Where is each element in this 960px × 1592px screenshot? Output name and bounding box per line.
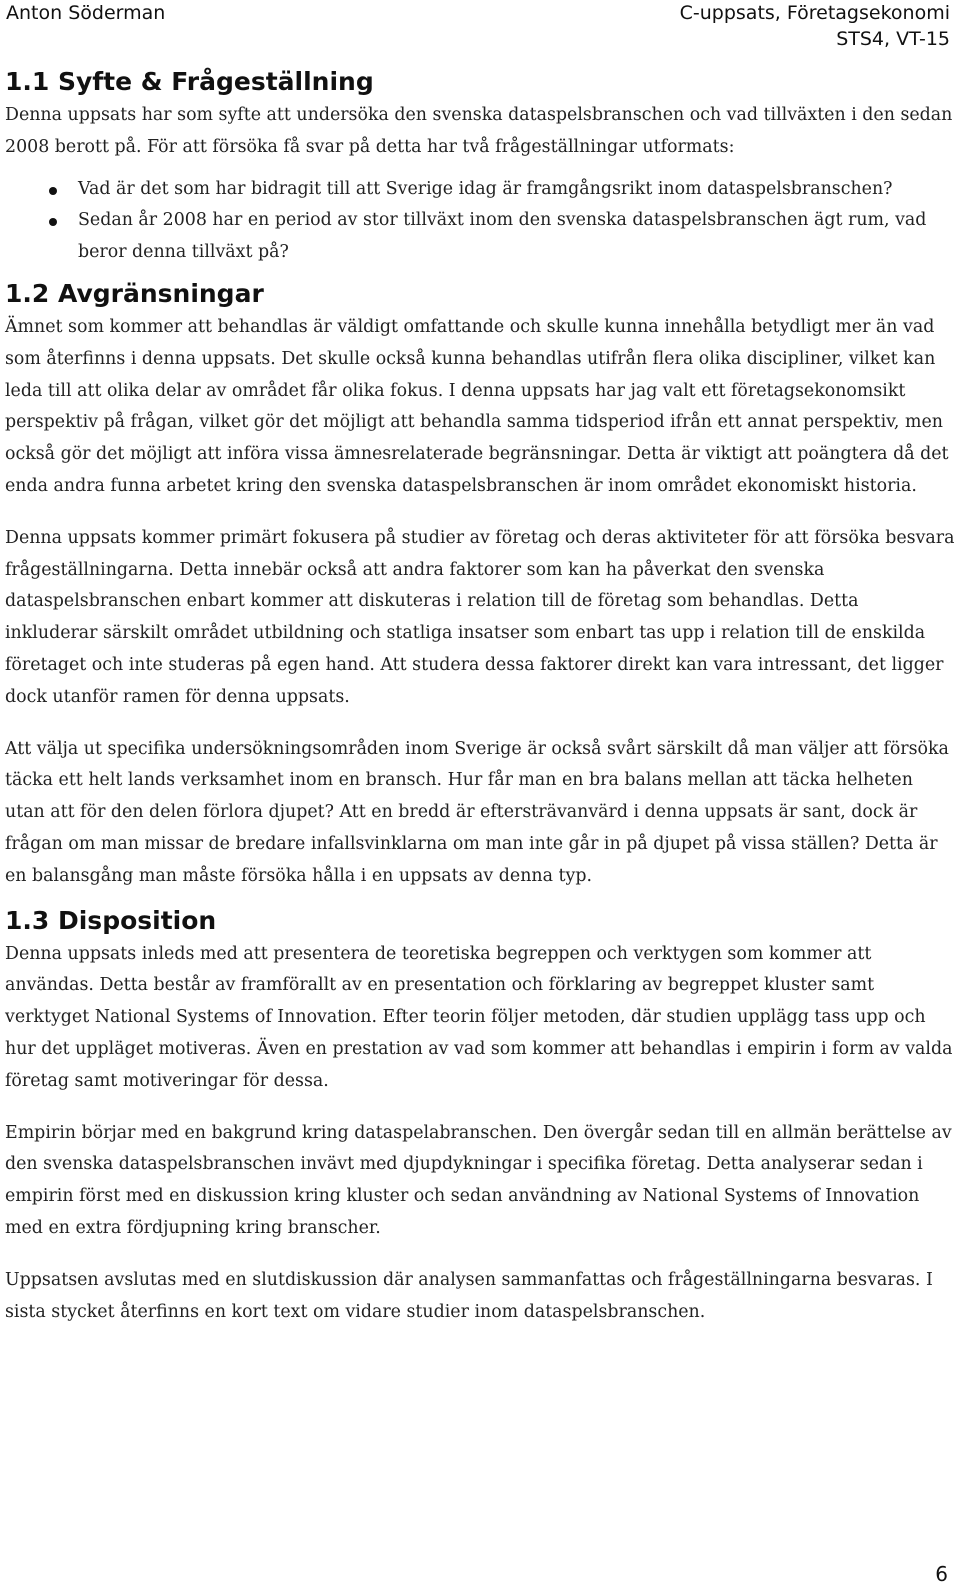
body-paragraph: Uppsatsen avslutas med en slutdiskussion där analysen sammanfattas och frågeställningarna besvaras. I sista stycket återfinns en kort text om vidare studier inom dataspelsbranschen. — [5, 1269, 933, 1322]
section-heading: 1.1 Syfte & Frågeställning — [5, 67, 374, 96]
section-delimitations — [5, 278, 955, 893]
list-item — [5, 205, 955, 269]
bullet-icon — [49, 218, 57, 226]
research-questions-list — [5, 174, 955, 269]
body-paragraph: Denna uppsats har som syfte att undersöka den svenska dataspelsbranschen och vad tillväxten i den sedan 2008 berott på. För att försöka få svar på detta har två frågeställningar utformats: — [5, 105, 953, 157]
list-item-text: Vad är det som har bidragit till att Sverige idag är framgångsrikt inom dataspelsbranschen? — [78, 178, 893, 199]
section-purpose — [5, 66, 955, 269]
header-term: STS4, VT-15 — [836, 28, 950, 50]
section-heading: 1.3 Disposition — [5, 905, 217, 935]
body-paragraph: Denna uppsats inleds med att presentera de teoretiska begreppen och verktygen som kommer att användas. Detta består av framförallt av en presentation och förklaring av begreppet kluster samt verktyget National Systems of Innovation. Efter teorin följer metoden, där studien upplägg tass upp och hur det uppläget motiveras. Även en prestation av vad som kommer att behandlas i empirin i form av valda företag samt motiveringar för dessa. — [5, 943, 953, 1091]
body-paragraph: Denna uppsats kommer primärt fokusera på studier av företag och deras aktiviteter för att försöka besvara frågeställningarna. Detta innebär också att andra faktorer som kan ha påverkat den svenska dataspelsbranschen enbart kommer att diskuteras i relation till de företag som behandlas. Detta inkluderar särskilt området utbildning och statliga insatser som enbart tas upp i relation till de enskilda företaget och inte studeras på egen hand. Att studera dessa faktorer direkt kan vara intressant, det ligger dock utanför ramen för denna uppsats. — [5, 527, 955, 707]
page-body — [5, 66, 955, 1328]
list-item — [5, 174, 955, 206]
header-author: Anton Söderman — [6, 2, 166, 24]
body-paragraph: Ämnet som kommer att behandlas är väldigt omfattande och skulle kunna innehålla betydligt mer än vad som återfinns i denna uppsats. Det skulle också kunna behandlas utifrån flera olika discipliner, vilket kan leda till att olika delar av området får olika fokus. I denna uppsats har jag valt ett företagsekonomsikt perspektiv på frågan, vilket gör det möjligt att behandla samma tidsperiod ifrån ett annat perspektiv, men också gör det möjligt att införa vissa ämnesrelaterade begränsningar. Detta är viktigt att poängtera då det enda andra funna arbetet kring den svenska dataspelsbranschen är inom området ekonomiskt historia. — [5, 316, 949, 496]
page-number: 6 — [935, 1562, 948, 1586]
section-disposition — [5, 905, 955, 1329]
bullet-icon — [49, 187, 57, 195]
header-course: C-uppsats, Företagsekonomi — [679, 2, 950, 24]
body-paragraph: Att välja ut specifika undersökningsområden inom Sverige är också svårt särskilt då man väljer att försöka täcka ett helt lands verksamhet inom en bransch. Hur får man en bra balans mellan att täcka helheten utan att för den delen förlora djupet? Att en bredd är eftersträvanvärd i denna uppsats är sant, dock är frågan om man missar de bredare infallsvinklarna om man inte går in på djupet på vissa ställen? Detta är en balansgång man måste försöka hålla i en uppsats av denna typ. — [5, 738, 949, 886]
header-course-info — [680, 0, 950, 52]
section-heading: 1.2 Avgränsningar — [5, 278, 264, 308]
body-paragraph: Empirin börjar med en bakgrund kring dataspelabranschen. Den övergår sedan till en allmän berättelse av den svenska dataspelsbranschen invävt med djupdykningar i specifika företag. Detta analyserar sedan i empirin först med en diskussion kring kluster och sedan användning av National Systems of Innovation med en extra fördjupning kring branscher. — [5, 1122, 952, 1238]
list-item-text: Sedan år 2008 har en period av stor tillväxt inom den svenska dataspelsbranschen ägt rum, vad beror denna tillväxt på? — [78, 210, 927, 263]
